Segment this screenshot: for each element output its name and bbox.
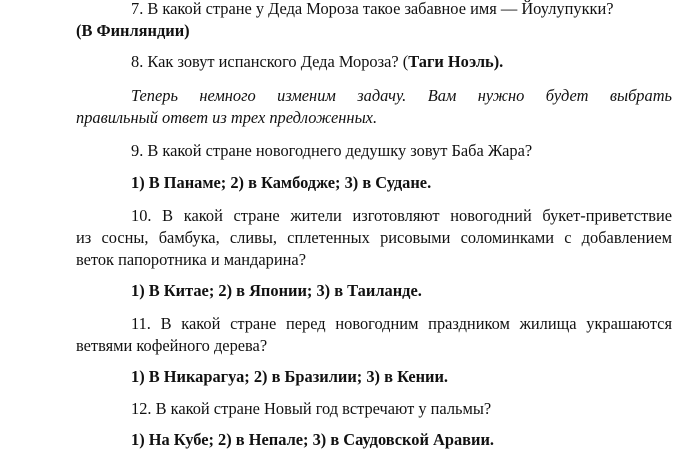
question-8-answer: Таги Ноэль).	[408, 52, 504, 71]
question-7-answer: (В Финляндии)	[76, 21, 190, 40]
question-11-line-2: ветвями кофейного дерева?	[76, 336, 268, 355]
question-12	[76, 398, 672, 420]
question-10-line-2: из сосны, бамбука, сливы, сплетенных рисовыми соломинками с добавлением	[76, 228, 672, 247]
instruction-line-1: Теперь немного изменим задачу. Вам нужно будет выбрать	[131, 86, 672, 105]
question-10-line-3: веток папоротника и мандарина?	[76, 250, 306, 269]
question-11-options-text: 1) В Никарагуа; 2) в Бразилии; 3) в Кении.	[131, 367, 449, 386]
question-11	[76, 313, 672, 357]
question-12-text: 12. В какой стране Новый год встречают у пальмы?	[131, 399, 492, 418]
question-11-line-1: 11. В какой стране перед новогодним праздником жилища украшаются	[131, 314, 672, 333]
question-7-text: 7. В какой стране у Деда Мороза такое забавное имя — Йоулупукки?	[131, 0, 614, 18]
question-9	[76, 140, 672, 162]
question-12-options-text: 1) На Кубе; 2) в Непале; 3) в Саудовской Аравии.	[131, 430, 495, 449]
question-12-options	[76, 429, 672, 451]
question-10-options	[76, 280, 672, 302]
question-10-line-1: 10. В какой стране жители изготовляют новогодний букет-приветствие	[131, 206, 672, 225]
question-10-options-text: 1) В Китае; 2) в Японии; 3) в Таиланде.	[131, 281, 422, 300]
question-8-text: 8. Как зовут испанского Деда Мороза? (	[131, 52, 409, 71]
question-9-options	[76, 172, 672, 194]
question-11-options	[76, 366, 672, 388]
question-9-text: 9. В какой стране новогоднего дедушку зовут Баба Жара?	[131, 141, 533, 160]
question-9-options-text: 1) В Панаме; 2) в Камбодже; 3) в Судане.	[131, 173, 432, 192]
question-7	[76, 0, 672, 42]
question-10	[76, 205, 672, 271]
instruction-line-2: правильный ответ из трех предложенных.	[76, 108, 378, 127]
instruction-paragraph	[76, 85, 672, 129]
question-8	[76, 51, 672, 73]
